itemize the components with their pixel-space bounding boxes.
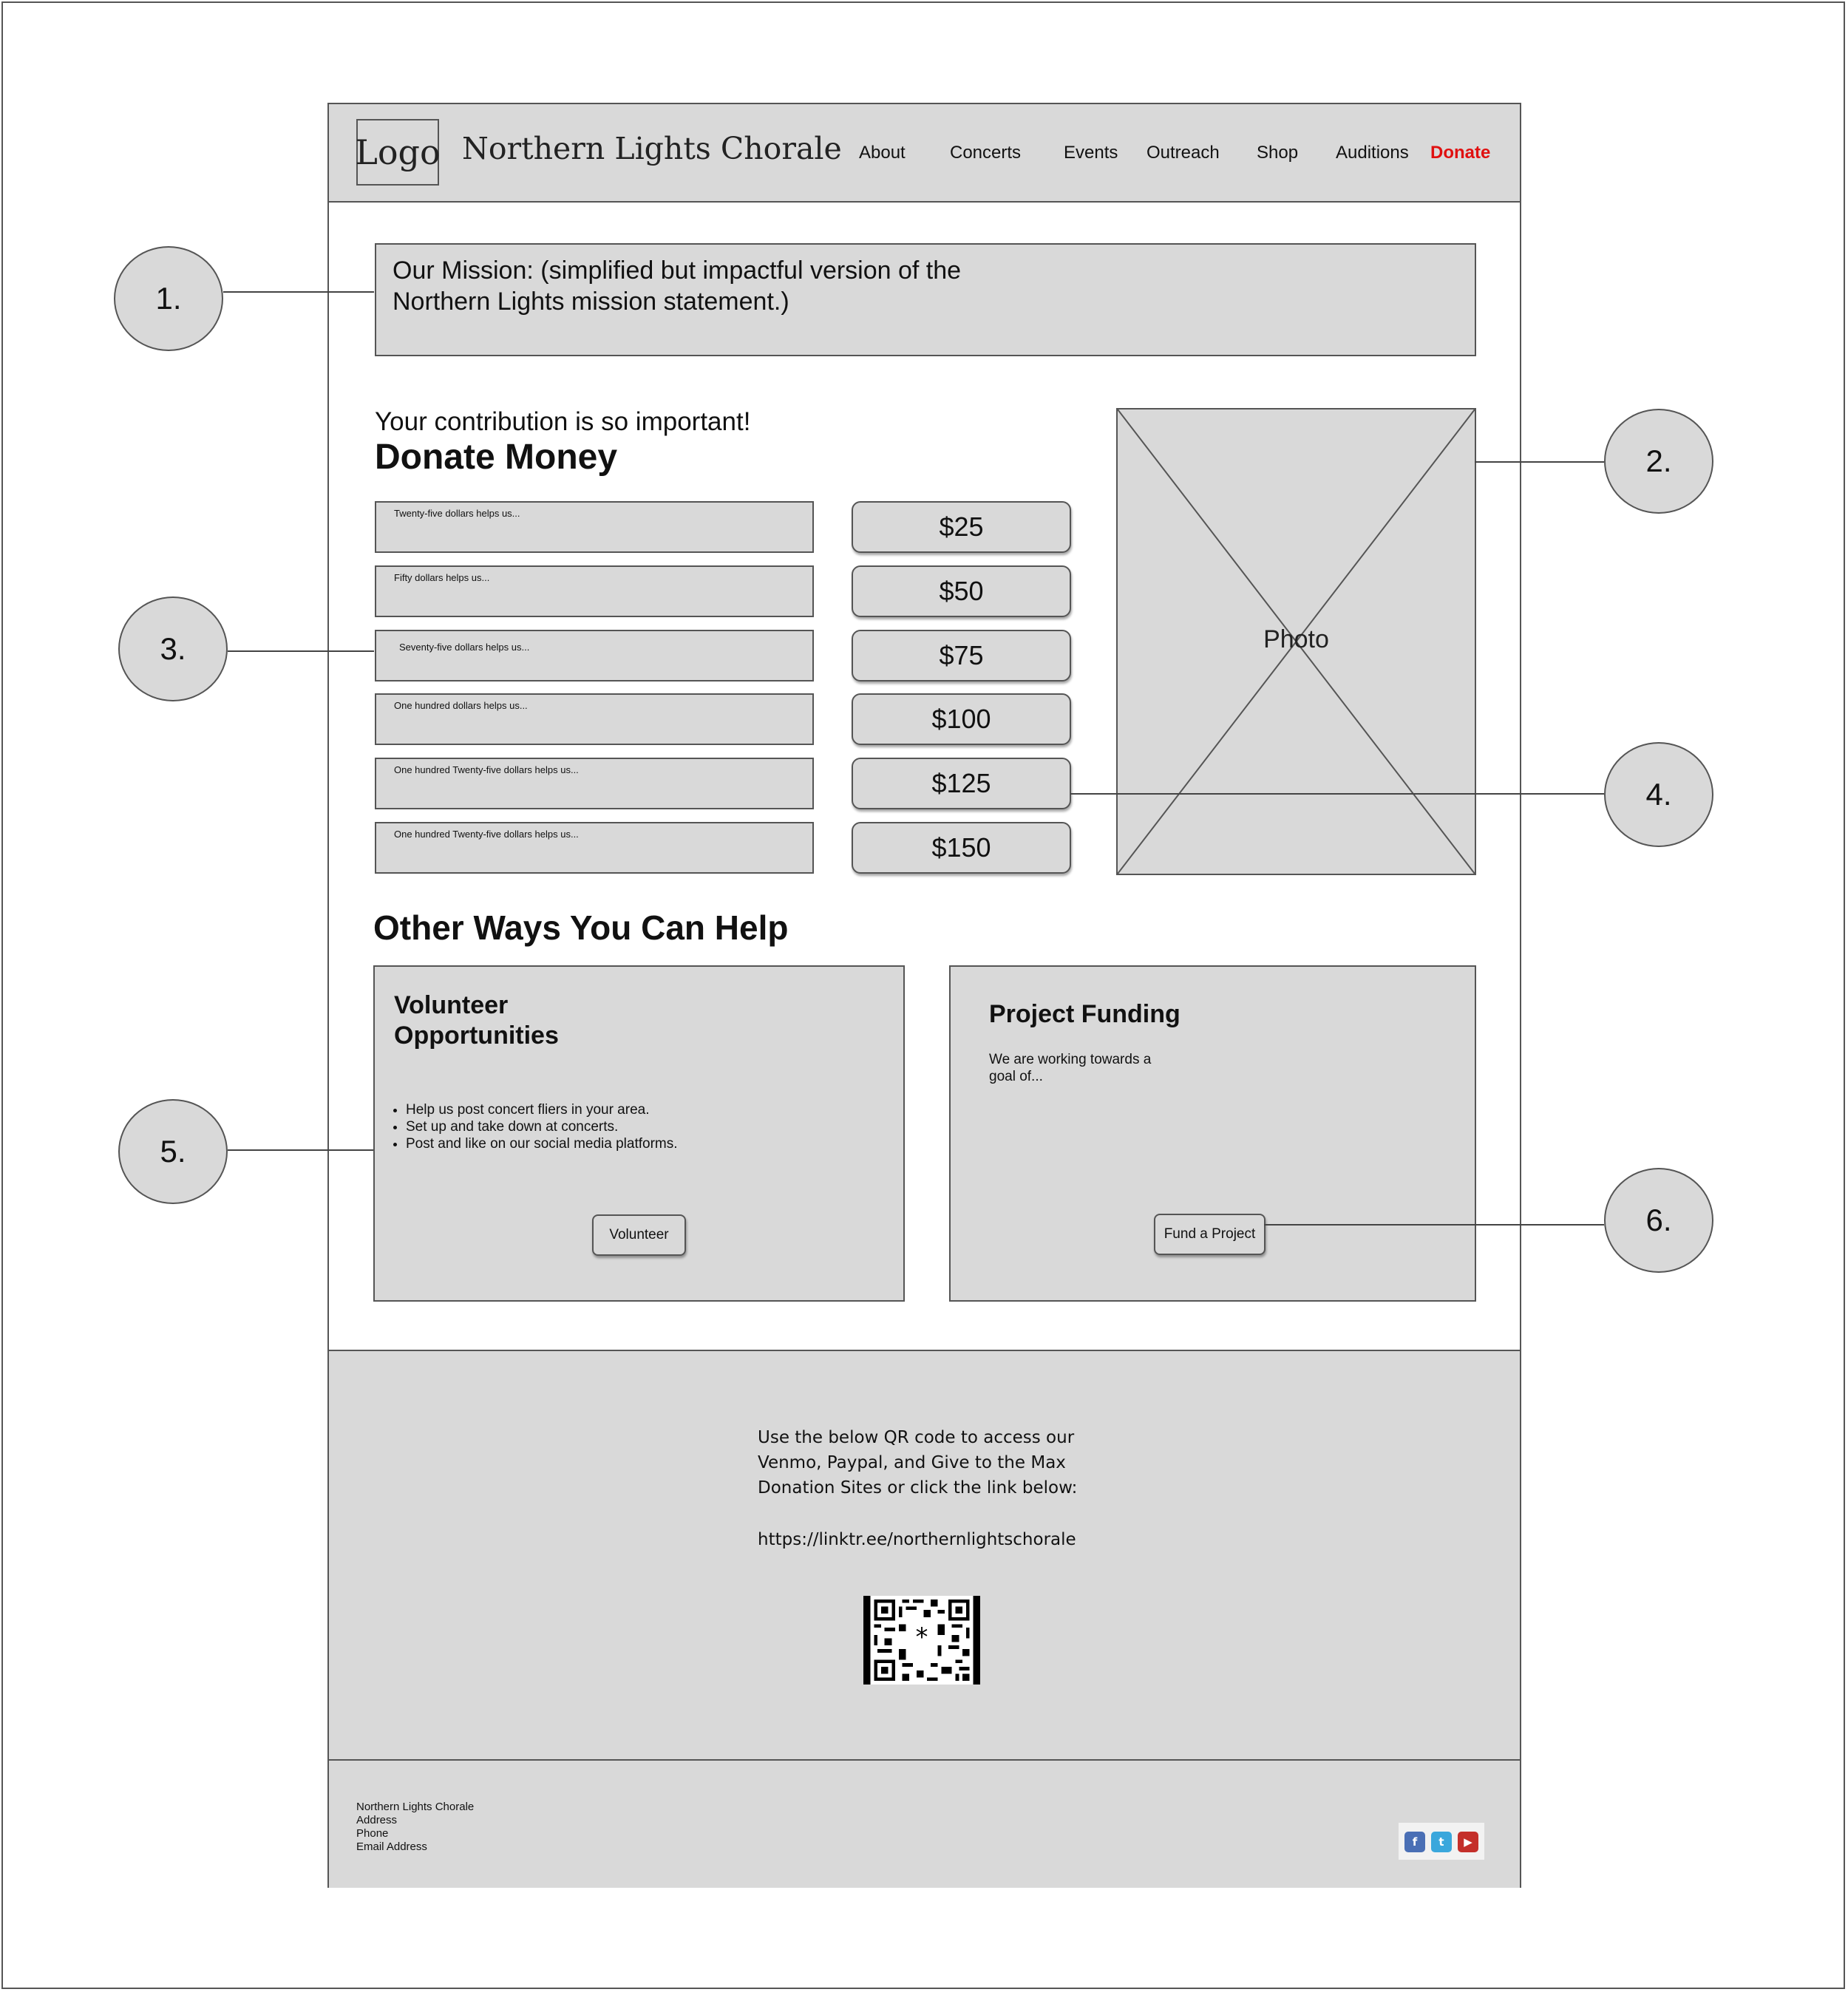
footer-org: Northern Lights Chorale [356,1801,475,1813]
linktree-link[interactable]: https://linktr.ee/northernlightschorale [758,1530,1076,1549]
twitter-icon[interactable]: t [1431,1832,1452,1852]
list-item: • Set up and take down at concerts. [406,1118,678,1135]
logo[interactable]: Logo [356,119,439,186]
fund-project-button[interactable]: Fund a Project [1154,1214,1266,1255]
mission-text: Our Mission: (simplified but impactful version of the Northern Lights mission statement.) [393,256,962,316]
donate-money-heading: Donate Money [375,438,618,477]
description-text: One hundred Twenty-five dollars helps us... [394,764,579,775]
callout-6: 6. [1604,1168,1713,1273]
donate-50-button[interactable]: $50 [852,565,1071,617]
description-text: One hundred Twenty-five dollars helps us... [394,829,579,840]
footer-address: Address [356,1814,398,1826]
list-item: • Help us post concert fliers in your area. [406,1101,678,1118]
callout-2: 2. [1604,409,1713,514]
svg-text:*: * [915,1622,928,1652]
callout-5: 5. [118,1099,228,1204]
volunteer-button[interactable]: Volunteer [592,1214,686,1256]
other-ways-heading: Other Ways You Can Help [373,908,789,947]
nav-events[interactable]: Events [1064,143,1118,163]
photo-label: Photo [1263,625,1329,653]
description-text: Fifty dollars helps us... [394,572,490,583]
nav-outreach[interactable]: Outreach [1146,143,1220,163]
description-text: Seventy-five dollars helps us... [399,642,530,653]
nav-concerts[interactable]: Concerts [950,143,1022,163]
description-text: Twenty-five dollars helps us... [394,508,520,519]
project-funding-title: Project Funding [989,1000,1181,1028]
project-funding-description: We are working towards a goal of... [989,1052,1152,1084]
site-title[interactable]: Northern Lights Chorale [462,131,842,166]
donate-100-button[interactable]: $100 [852,693,1071,745]
facebook-icon[interactable]: f [1404,1832,1425,1852]
nav-donate[interactable]: Donate [1430,143,1491,163]
nav-auditions[interactable]: Auditions [1336,143,1409,163]
callout-1: 1. [114,246,223,351]
contribution-subtitle: Your contribution is so important! [375,407,751,436]
footer-phone: Phone [356,1827,389,1840]
description-text: One hundred dollars helps us... [394,700,528,711]
qr-instructions: Use the below QR code to access our Venmo, Paypal, and Give to the Max Donation Sites or click the link below: [758,1428,1078,1498]
youtube-icon[interactable]: ▶ [1458,1832,1478,1852]
footer-email: Email Address [356,1840,427,1853]
donate-125-button[interactable]: $125 [852,758,1071,809]
donate-75-button[interactable]: $75 [852,630,1071,681]
callout-3: 3. [118,596,228,701]
donate-150-button[interactable]: $150 [852,822,1071,874]
nav-about[interactable]: About [859,143,906,163]
callout-4: 4. [1604,742,1713,847]
nav-shop[interactable]: Shop [1257,143,1299,163]
list-item: • Post and like on our social media platforms. [406,1135,678,1152]
donate-25-button[interactable]: $25 [852,501,1071,553]
volunteer-title: Volunteer Opportunities [394,991,559,1050]
